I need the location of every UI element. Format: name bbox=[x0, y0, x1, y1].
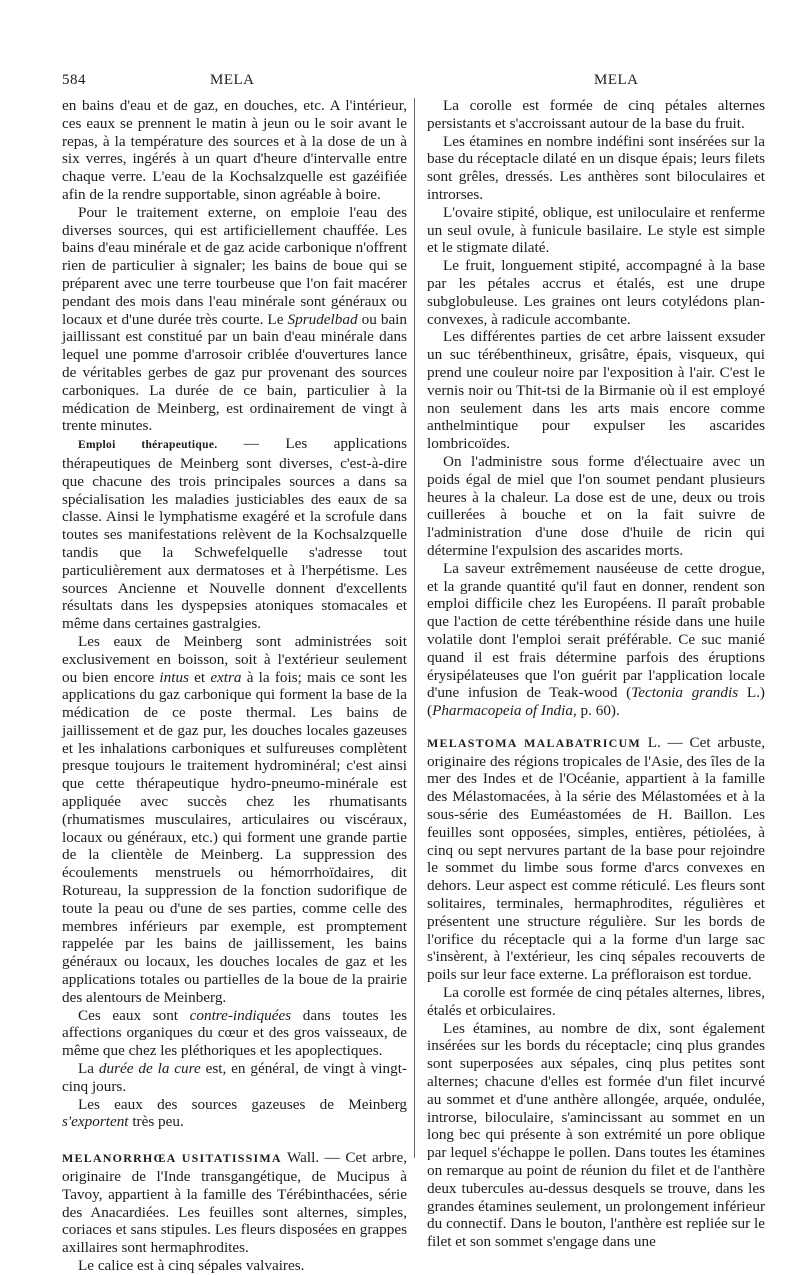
entry-headword: MELASTOMA MALABATRICUM bbox=[427, 735, 641, 750]
running-head-left: MELA bbox=[210, 72, 255, 88]
paragraph: Les différentes parties de cet arbre laissent exsuder un suc térébenthineux, grisâtre, épais, visqueux, qui prend une couleur noire par l'exposition à l'air. C'est le vernis noir ou Thit-tsi de la Birmanie où il est employé non seulement dans les arts mais encore comme anthelmintique pour expulser les ascarides lombricoïdes. bbox=[427, 328, 765, 453]
paragraph: Emploi thérapeutique. — Les applications thérapeutiques de Meinberg sont diverses, c'est-à-dire que chacune des trois principales sources a dans sa spécialisation les maladies justiciables des eaux de sa classe. Ainsi le lymphatisme exagéré et la scrofule dans toutes ses manifestations relèvent de la Kochsalzquelle tandis que la Schwefelquelle s'adresse tout particulièrement aux dermatoses et à l'herpétisme. Les sources Ancienne et Nouvelle donnent d'excellents résultats dans les dyspepsies atoniques stomacales et même dans certaines gastralgies. bbox=[62, 435, 407, 633]
paragraph: Les étamines en nombre indéfini sont insérées sur la base du réceptacle dilaté en un disque épais; leurs filets sont grêles, dressés. Les anthères sont biloculaires et introrses. bbox=[427, 132, 765, 203]
page-header bbox=[62, 72, 750, 94]
entry-headword: MELANORRHŒA USITATISSIMA bbox=[62, 1151, 282, 1166]
paragraph: La saveur extrêmement nauséeuse de cette drogue, et la grande quantité qu'il faut en donner, rendent son emploi difficile chez les Européens. Il paraît probable que l'action de cette térébenthine réside dans une huile volatile dont l'emploi serait préférable. Ce suc manié quand il est frais détermine parfois des éruptions érysipélateuses que l'on guérit par l'application locale d'une infusion de Teak-wood (Tectonia grandis L.) (Pharmacopeia of India, p. 60). bbox=[427, 559, 765, 720]
paragraph: L'ovaire stipité, oblique, est uniloculaire et renferme un seul ovule, à funicule basilaire. Le style est simple et le stigmate dilaté. bbox=[427, 203, 765, 257]
paragraph: Pour le traitement externe, on emploie l'eau des diverses sources, qui est artificiellement chauffée. Les bains d'eau minérale et de gaz acide carbonique n'offrent rien de particulier à signaler; les bains de boue qui se préparent avec une terre tourbeuse que l'on fait macérer pendant des mois dans l'eau minérale sont généraux ou locaux et d'une durée très courte. Le Sprudelbad ou bain jaillissant est constitué par un bain d'eau minérale dans lequel une pomme d'arrosoir criblée d'ouvertures lance de véritables gerbes de gaz pur provenant des sources carboniques. La durée de ce bain, particulier à la médication de Meinberg, est ordinairement de vingt à trente minutes. bbox=[62, 203, 407, 435]
paragraph: Les étamines, au nombre de dix, sont également insérées sur les bords du réceptacle; cinq plus grandes sont superposées aux sépales, cinq plus petites sont alternes; chacune d'elles est formée d'un filet incurvé au sommet et d'une anthère allongée, arquée, ondulée, introrse, biloculaire, s'amincissant au sommet en un long bec qui présente à son extrémité un pore oblique par lequel s'échappe le pollen. Dans toutes les étamines on remarque au point de réunion du filet et de l'anthère deux tubercules au-dessus desquels se trouve, dans les grandes étamines seulement, un prolongement inférieur du connectif. Dans le bouton, l'anthère est repliée sur le filet et son sommet s'engage dans une bbox=[427, 1019, 765, 1251]
paragraph: Le calice est à cinq sépales valvaires. bbox=[78, 1257, 305, 1274]
paragraph: Les eaux des sources gazeuses de Meinberg s'exportent très peu. bbox=[62, 1095, 407, 1131]
left-column bbox=[62, 97, 407, 1274]
column-divider bbox=[414, 98, 415, 1158]
section-rubric: Emploi thérapeutique. bbox=[78, 439, 218, 452]
paragraph: La corolle est formée de cinq pétales alternes persistants et s'accroissant autour de la base du fruit. bbox=[427, 97, 765, 132]
paragraph: Les eaux de Meinberg sont administrées soit exclusivement en boisson, soit à l'extérieur seulement ou bien encore intus et extra à la fois; mais ce sont les applications du gaz carbonique qui forment la base de la médication de ce poste thermal. Les bains de jaillissement et de gaz pur, les douches locales gazeuses et les inhalations carboniques et sulfureuses complètent presque toujours le traitement hydrominéral; c'est ainsi que cette thérapeutique hydro-pneumo-minérale est appliquée avec succès chez les rhumatisants (rhumatismes musculaires, articulaires ou viscéraux, locaux ou généraux, etc.) qui forment une grande partie de la clientèle de Meinberg. La suppression des écoulements menstruels ou hémorrhoïdaires, dit Rotureau, la suppression de la fonction sudorifique de toute la peau ou d'une de ses parties, comme celle des membres inférieurs par exemple, est promptement rappelée par les bains de jaillissement, les bains généraux ou locaux, les douches locales de gaz et les applications totales ou partielles de la boue de la prairie des alentours de Meinberg. bbox=[62, 632, 407, 1006]
paragraph: La durée de la cure est, en général, de vingt à vingt-cinq jours. bbox=[62, 1060, 407, 1095]
dictionary-entry: MELANORRHŒA USITATISSIMA Wall. — Cet arbre, originaire de l'Inde transgangétique, de Mucipus à Tavoy, appartient à la famille des Térébinthacées, série des Anacardiées. Les feuilles sont alternes, simples, coriaces et sans stipules. Les fleurs disposées en grappes axillaires sont hermaphrodites. bbox=[62, 1149, 407, 1257]
right-column bbox=[427, 97, 765, 1251]
paragraph: La corolle est formée de cinq pétales alternes, libres, étalés et orbiculaires. bbox=[427, 984, 765, 1019]
paragraph: en bains d'eau et de gaz, en douches, etc. A l'intérieur, ces eaux se prennent le matin à jeun ou le soir avant le repas, à la température des sources et à la dose de un à six verres, ingérés à un quart d'heure d'intervalle entre chaque verre. L'eau de la Kochsalzquelle est gazéifiée afin de la rendre supportable, sinon agréable à boire. bbox=[62, 97, 407, 203]
paragraph: Le fruit, longuement stipité, accompagné à la base par les pétales accrus et étalés, est une drupe subglobuleuse. Les graines ont leurs cotylédons plan-convexes, à radicule accombante. bbox=[427, 257, 765, 328]
page-number: 584 bbox=[62, 72, 86, 88]
running-head-right: MELA bbox=[594, 72, 639, 88]
paragraph: Ces eaux sont contre-indiquées dans toutes les affections organiques du cœur et des gros vaisseaux, de même que chez les pléthoriques et les apoplectiques. bbox=[62, 1006, 407, 1060]
paragraph: On l'administre sous forme d'électuaire avec un poids égal de miel que l'on soumet pendant plusieurs heures à la chaleur. La dose est de une, deux ou trois cuillerées à bouche et on la fait suivre de l'administration d'une dose d'huile de ricin qui détermine l'expulsion des ascarides morts. bbox=[427, 452, 765, 559]
dictionary-entry: MELASTOMA MALABATRICUM L. — Cet arbuste, originaire des régions tropicales de l'Asie, des îles de la mer des Indes et de l'Océanie, appartient à la famille des Mélastomacées, à la série des Mélastomées et à la sous-série des Euméastomées de H. Baillon. Les feuilles sont opposées, simples, entières, pétiolées, à cinq ou sept nervures partant de la base pour rejoindre le sommet du limbe sous forme d'arcs convexes en dehors. Leur aspect est comme réticulé. Les fleurs sont solitaires, terminales, hermaphrodites, régulières et présentent une structure régulière. Sur les bords de l'orifice du réceptacle qui a la forme d'un large sac s'insèrent, à l'extérieur, les cinq sépales recouverts de poils sur leur face externe. La préfloraison est tordue. bbox=[427, 733, 765, 984]
